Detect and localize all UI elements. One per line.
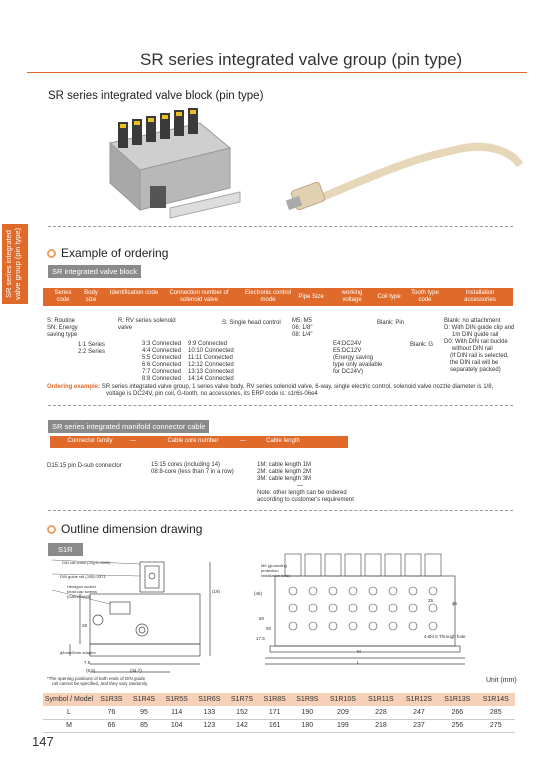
callout-m6: M6 (grounding <box>261 563 287 568</box>
connections-list-b <box>188 341 234 383</box>
col-pipe-size: Pipe Size <box>298 294 324 300</box>
valve-block-photo <box>90 108 290 220</box>
table-cell: 247 <box>400 706 438 719</box>
dim-19: (19) <box>212 589 221 594</box>
col-series: Series code <box>54 290 72 303</box>
footnote-2: rail cannot be specified, and they vary randomly. <box>52 681 149 686</box>
voltage-item: E5:DC12V <box>333 348 362 354</box>
callout-din-rail: DIN guide rail (J45)=3371 <box>60 574 106 579</box>
cable-family-value: D15:15 pin D-sub connector <box>47 463 122 469</box>
divider <box>48 405 513 406</box>
accessory-item: (If DIN rail is selected, <box>450 353 509 359</box>
voltage-item: E4:DC24V <box>333 341 362 347</box>
page-subtitle: SR series integrated valve block (pin type) <box>48 90 264 102</box>
table-cell: 190 <box>291 706 324 719</box>
valve-port-outline <box>429 604 437 612</box>
ordering-example-text-2: voltage is DC24V, pin coil, G-tooth, no accessories, its ERP code is: s1r6s-06e4 <box>106 391 318 397</box>
cable-note: according to customer's requirement <box>257 497 354 503</box>
dim-50: 50 <box>266 626 272 631</box>
col-coil: Coil type <box>377 294 401 300</box>
cable-length-sep: — <box>297 483 303 489</box>
col-connections: Connection number of solenoid valve <box>169 290 229 303</box>
cable-length-item: 1M: cable length 1M <box>257 462 312 468</box>
voltage-list <box>333 341 382 376</box>
table-cell: 85 <box>128 719 161 732</box>
accessory-item: 1m DIN guide rail <box>452 332 499 338</box>
valve-port-outline <box>409 622 417 630</box>
valve-port-outline <box>389 587 397 595</box>
valve-port-outline <box>409 604 417 612</box>
outline-model-label: S1R <box>48 543 83 556</box>
connections-list-a <box>142 341 181 383</box>
table-header-cell: S1R10S <box>324 693 362 706</box>
table-header-cell: S1R3S <box>95 693 128 706</box>
accessory-item: without DIN rail <box>452 346 493 352</box>
connection-item: 11:11 Connected <box>188 355 233 361</box>
cable-code-bar <box>50 436 348 448</box>
table-header-cell: S1R9S <box>291 693 324 706</box>
callout-adaptor: ϕ4mm/5mm adaptor <box>60 650 96 655</box>
table-cell: 209 <box>324 706 362 719</box>
dim-8-5: (8.5) <box>86 668 96 673</box>
table-cell: 76 <box>95 706 128 719</box>
voltage-item: for DC24V) <box>333 369 364 375</box>
col-tooth: Tooth type code <box>411 290 439 303</box>
ordering-block-label: SR integrated valve block <box>48 265 141 278</box>
divider <box>48 510 513 511</box>
connector-cable-photo <box>285 120 525 215</box>
outline-heading <box>47 522 202 536</box>
table-header-row <box>43 693 515 706</box>
valve-coil-outline <box>425 554 441 576</box>
page-number: 147 <box>32 734 54 749</box>
cable-cores-list <box>151 462 234 476</box>
ordering-heading-text: Example of ordering <box>61 246 169 260</box>
bullet-icon <box>47 249 56 258</box>
accessory-item: D: With DIN guide clip and <box>444 325 515 331</box>
valve-port-outline <box>429 622 437 630</box>
valve-port-outline <box>349 587 357 595</box>
valve-port-outline <box>329 622 337 630</box>
ordering-example <box>47 384 517 391</box>
bullet-icon <box>47 525 56 534</box>
valve-coil-outline <box>405 554 421 576</box>
connection-item: 8:8 Connected <box>142 376 182 382</box>
col-accessories: Installation accessories <box>464 290 496 303</box>
cable-note: Note: other length can be ordered <box>257 490 347 496</box>
dim-through-hole: 4-Ø4.5 Through hole <box>424 634 466 639</box>
col-control-mode: Electronic control mode <box>244 290 292 303</box>
connection-item: 7:7 Connected <box>142 369 182 375</box>
valve-coil-outline <box>365 554 381 576</box>
valve-port-outline <box>309 587 317 595</box>
dim-34-7: (34.7) <box>130 668 142 673</box>
table-cell: 133 <box>193 706 226 719</box>
connection-item: 9:9 Connected <box>188 341 228 347</box>
front-view-drawing <box>255 546 485 668</box>
table-header-cell: S1R6S <box>193 693 226 706</box>
table-cell: 285 <box>477 706 515 719</box>
valve-port-outline <box>369 587 377 595</box>
series-energy: SN: Energy saving type <box>47 325 78 338</box>
table-header-cell: S1R5S <box>160 693 193 706</box>
valve-coil-outline <box>305 554 321 576</box>
dim-M: M <box>357 649 361 654</box>
table-header-cell: Symbol / Model <box>43 693 95 706</box>
footnote-1: *The opening positions of both ends of DIN guide <box>47 676 146 681</box>
table-header-cell: S1R12S <box>400 693 438 706</box>
table-cell: 152 <box>226 706 259 719</box>
valve-port-outline <box>329 587 337 595</box>
table-header-cell: S1R13S <box>438 693 476 706</box>
ordering-example-label: Ordering example: <box>47 384 101 390</box>
ordering-example-text: SR series integrated valve group, 1 series valve body, RV series solenoid valve, 6-way, single electric control, solenoid valve nozzle diameter is 1/8, <box>101 384 494 390</box>
accessory-item: the DIN rail will be <box>450 360 499 366</box>
title-rule <box>27 72 527 73</box>
valve-port-outline <box>289 622 297 630</box>
valve-port-outline <box>389 622 397 630</box>
pipe-size-list <box>292 318 312 339</box>
unit-label: Unit (mm) <box>486 677 517 684</box>
pipe-size-item: 06: 1/8" <box>292 325 313 331</box>
valve-coil-outline <box>325 554 341 576</box>
side-view-drawing <box>50 552 240 677</box>
callout-hex-2: head cap screws <box>67 589 98 594</box>
dimension-table <box>43 693 515 733</box>
cable-col-sep: — <box>240 438 246 444</box>
callout-m6-3: installation hole) <box>261 573 290 578</box>
table-header-cell: S1R4S <box>128 693 161 706</box>
valve-port-outline <box>409 587 417 595</box>
accessory-item: Blank: no attachment <box>444 318 501 324</box>
table-cell: 275 <box>477 719 515 732</box>
dim-7-5: 7.5 <box>84 660 91 665</box>
table-row <box>43 719 515 732</box>
table-cell: M <box>43 719 95 732</box>
tooth-value: Blank: G <box>410 342 434 348</box>
valve-coil-outline <box>345 554 361 576</box>
col-voltage: working voltage <box>341 290 363 303</box>
table-cell: 95 <box>128 706 161 719</box>
table-cell: 123 <box>193 719 226 732</box>
valve-port-outline <box>329 604 337 612</box>
connection-item: 3:3 Connected <box>142 341 182 347</box>
table-header-cell: S1R14S <box>477 693 515 706</box>
cable-col-cores: Cable core number <box>167 438 219 444</box>
side-tab: SR series integrated valve group (pin type) <box>2 224 28 304</box>
table-cell: 237 <box>400 719 438 732</box>
table-cell: 266 <box>438 706 476 719</box>
valve-port-outline <box>349 604 357 612</box>
dim-L: L <box>357 660 360 665</box>
table-cell: 256 <box>438 719 476 732</box>
valve-port-outline <box>309 622 317 630</box>
dim-25: 25 <box>428 598 434 603</box>
valve-port-outline <box>369 622 377 630</box>
table-header-cell: S1R7S <box>226 693 259 706</box>
table-row <box>43 706 515 719</box>
connection-item: 6:6 Connected <box>142 362 182 368</box>
valve-port-outline <box>389 604 397 612</box>
dim-60: 60 <box>259 616 265 621</box>
dim-17-5: 17.5 <box>256 636 265 641</box>
cable-col-family: Connector family <box>67 438 113 444</box>
ordering-code-bar <box>43 288 513 306</box>
table-cell: 218 <box>362 719 400 732</box>
table-cell: L <box>43 706 95 719</box>
cable-core-item: 15:15 cores (including 14) <box>151 462 221 468</box>
coil-value: Blank: Pin <box>377 320 405 326</box>
callout-m6-2: protection <box>261 568 279 573</box>
identification-value: R: RV series solenoid valve <box>118 318 176 331</box>
table-cell: 104 <box>160 719 193 732</box>
divider <box>48 226 513 227</box>
accessory-item: D0: With DIN rail buckle <box>444 339 508 345</box>
dim-46: (46) <box>254 591 263 596</box>
dim-28: 28 <box>82 623 88 628</box>
body-size-2: 2:2 Series <box>78 349 106 355</box>
pipe-size-item: 08: 1/4" <box>292 332 313 338</box>
table-cell: 228 <box>362 706 400 719</box>
valve-port-outline <box>289 587 297 595</box>
valve-coil-outline <box>385 554 401 576</box>
valve-port-outline <box>369 604 377 612</box>
cable-col-length: Cable length <box>266 438 300 444</box>
dim-phi6: ϕ6 <box>452 601 458 606</box>
cable-length-item: 2M: cable length 2M <box>257 469 312 475</box>
table-cell: 114 <box>160 706 193 719</box>
connection-item: 4:4 Connected <box>142 348 182 354</box>
callout-hex: Hexagon socket <box>67 584 96 589</box>
connection-item: 5:5 Connected <box>142 355 182 361</box>
accessory-item: separately packed) <box>450 367 501 373</box>
cable-core-item: 08:8-core (less than 7 in a row) <box>151 469 234 475</box>
table-header-cell: S1R11S <box>362 693 400 706</box>
pipe-size-item: M5: M5 <box>292 318 313 324</box>
connection-item: 12:12 Connected <box>188 362 234 368</box>
valve-port-outline <box>289 604 297 612</box>
connection-item: 14:14 Connected <box>188 376 234 382</box>
callout-gb: (GB5440685) <box>67 594 92 599</box>
valve-port-outline <box>309 604 317 612</box>
series-routine: S: Routine <box>47 318 76 324</box>
table-cell: 180 <box>291 719 324 732</box>
body-size-1: 1:1 Series <box>78 342 106 348</box>
control-mode-value: S: Single head control <box>222 320 281 326</box>
cable-length-list <box>257 462 354 504</box>
col-body-size: Body size <box>84 290 98 303</box>
accessories-list <box>444 318 514 374</box>
table-cell: 199 <box>324 719 362 732</box>
cable-block-label: SR series integrated manifold connector cable <box>48 420 209 433</box>
valve-port-outline <box>429 587 437 595</box>
voltage-item: (Energy saving <box>333 355 374 361</box>
outline-heading-text: Outline dimension drawing <box>61 522 203 536</box>
callout-din-cross: DIN rail cross (J5)(S=3005) <box>62 560 111 565</box>
ordering-heading <box>47 246 168 260</box>
col-identification: Identification code <box>109 290 159 296</box>
table-cell: 66 <box>95 719 128 732</box>
table-cell: 161 <box>258 719 291 732</box>
valve-port-outline <box>349 622 357 630</box>
cable-col-sep: — <box>130 438 136 444</box>
connection-item: 13:13 Connected <box>188 369 234 375</box>
voltage-item: type only available <box>333 362 383 368</box>
table-header-cell: S1R8S <box>258 693 291 706</box>
cable-length-item: 3M: cable length 3M <box>257 476 312 482</box>
connection-item: 10:10 Connected <box>188 348 234 354</box>
table-cell: 142 <box>226 719 259 732</box>
page-title: SR series integrated valve group (pin type) <box>140 50 463 69</box>
table-cell: 171 <box>258 706 291 719</box>
